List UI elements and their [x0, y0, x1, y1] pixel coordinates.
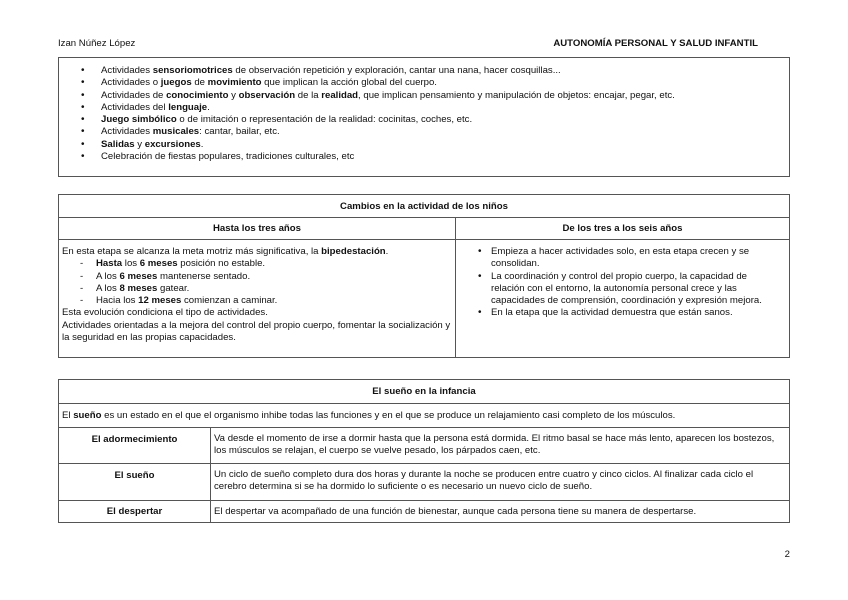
- text-run: , que implican pensamiento y manipulación de objetos: encajar, pegar, etc.: [358, 89, 675, 101]
- changes-col-left-header: Hasta los tres años: [59, 218, 456, 240]
- bold-run: conocimiento: [166, 89, 229, 101]
- header-author: Izan Núñez López: [58, 38, 136, 49]
- text-run: : cantar, bailar, etc.: [199, 126, 280, 138]
- milestone-item: [80, 283, 451, 295]
- bold-run: 12 meses: [138, 295, 182, 307]
- left-milestone-list: [62, 258, 451, 307]
- bold-run: musicales: [152, 126, 200, 138]
- text-run: es un estado en el que el organismo inhibe todas las funciones y en el que se produce un relajamiento casi completo de los músculos.: [101, 410, 676, 421]
- sleep-desc: Un ciclo de sueño completo dura dos horas y durante la noche se producen entre cuatro y cinco ciclos. Al finalizar cada ciclo el cerebro determina si se ha dormido lo suficiente o es necesario un nuevo ciclo de sueño.: [211, 464, 790, 501]
- activities-list: [89, 65, 789, 163]
- right-item: • La coordinación y control del propio cuerpo, la capacidad de relación con el entorno, la autonomía personal crece y las capacidades de comprensión, coordinación y expresión mejora.: [478, 271, 783, 308]
- sleep-title: El sueño en la infancia: [59, 380, 790, 404]
- text-run: y: [228, 89, 239, 101]
- text-run: A los: [96, 270, 120, 282]
- changes-title: Cambios en la actividad de los niños: [59, 195, 790, 218]
- text-run: los: [122, 258, 140, 270]
- text-run: posición no estable.: [177, 258, 266, 270]
- text-run: que implican la acción global del cuerpo.: [261, 77, 437, 89]
- activity-item: [89, 139, 789, 151]
- text-run: En esta etapa se alcanza la meta motriz más significativa, la: [62, 246, 322, 257]
- activity-item: [89, 151, 789, 163]
- sleep-intro: [59, 404, 790, 428]
- text-run: Hacia los: [96, 295, 139, 307]
- bold-run: movimiento: [207, 77, 262, 89]
- right-item: • En la etapa que la actividad demuestra que están sanos.: [478, 307, 783, 319]
- text-run: de: [191, 77, 208, 89]
- changes-right-cell: [456, 240, 790, 358]
- bold-run: 6 meses: [119, 270, 158, 282]
- text-run: Celebración de fiestas populares, tradiciones culturales, etc: [101, 151, 355, 163]
- bold-run: excursiones: [144, 138, 201, 150]
- activity-item: [89, 90, 789, 102]
- bold-run: realidad: [321, 89, 359, 101]
- bold-run: sueño: [73, 410, 102, 421]
- sleep-desc: Va desde el momento de irse a dormir hasta que la persona está dormida. El ritmo basal se hace más lento, aparecen los bostezos, los músculos se relajan, el cuerpo se vuelve pesado, los párpados caen, etc.: [211, 428, 790, 464]
- text-run: mantenerse sentado.: [157, 270, 251, 282]
- milestone-item: [80, 295, 451, 307]
- activity-item: [89, 77, 789, 89]
- sleep-term: El sueño: [59, 464, 211, 501]
- right-item: • Empieza a hacer actividades solo, en esta etapa crecen y se consolidan.: [478, 246, 783, 271]
- text-run: .: [207, 101, 210, 113]
- milestone-item: [80, 271, 451, 283]
- bold-run: Hasta: [96, 258, 123, 270]
- text-run: Actividades o: [101, 77, 161, 89]
- bold-run: 6 meses: [139, 258, 178, 270]
- text-run: comienzan a caminar.: [181, 295, 278, 307]
- milestone-item: [80, 258, 451, 270]
- text-run: de la: [295, 89, 322, 101]
- text-run: o de imitación o representación de la realidad: cocinitas, coches, etc.: [176, 114, 473, 126]
- bold-run: bipedestación: [321, 246, 386, 257]
- sleep-term: El adormecimiento: [59, 428, 211, 464]
- text-run: Actividades de: [101, 89, 167, 101]
- activity-item: [89, 102, 789, 114]
- bold-run: sensoriomotrices: [152, 65, 233, 76]
- changes-table: [58, 194, 790, 358]
- text-run: .: [385, 246, 389, 257]
- bold-run: Salidas: [101, 138, 135, 150]
- bold-run: Juego simbólico: [101, 114, 177, 126]
- left-outro-2: Actividades orientadas a la mejora del control del propio cuerpo, fomentar la socialización y la seguridad en las propias capacidades.: [62, 319, 451, 344]
- text-run: A los: [96, 282, 120, 294]
- text-run: .: [200, 138, 204, 150]
- left-intro: [62, 246, 451, 258]
- bold-run: lenguaje: [168, 101, 208, 113]
- text-run: Actividades: [101, 126, 153, 138]
- right-item-list: [478, 246, 783, 320]
- page-number: 2: [784, 549, 790, 560]
- sleep-table: [58, 379, 790, 523]
- text-run: y: [134, 138, 145, 150]
- sleep-term: El despertar: [59, 501, 211, 523]
- text-run: Actividades del: [101, 101, 169, 113]
- changes-col-right-header: De los tres a los seis años: [456, 218, 790, 240]
- changes-left-cell: [59, 240, 456, 358]
- text-run: de observación repetición y exploración, cantar una nana, hacer cosquillas...: [232, 65, 561, 76]
- text-run: gatear.: [157, 282, 190, 294]
- header-title: AUTONOMÍA PERSONAL Y SALUD INFANTIL: [553, 38, 758, 49]
- activity-item: [89, 114, 789, 126]
- text-run: Actividades: [101, 65, 153, 76]
- activities-box: [58, 57, 790, 177]
- left-outro-1: Esta evolución condiciona el tipo de actividades.: [62, 307, 268, 319]
- text-run: El: [62, 410, 74, 421]
- sleep-desc: El despertar va acompañado de una función de bienestar, aunque cada persona tiene su manera de despertarse.: [211, 501, 790, 523]
- bold-run: 8 meses: [119, 282, 158, 294]
- bold-run: juegos: [160, 77, 192, 89]
- bold-run: observación: [238, 89, 296, 101]
- activity-item: [89, 126, 789, 138]
- activity-item: [89, 65, 789, 77]
